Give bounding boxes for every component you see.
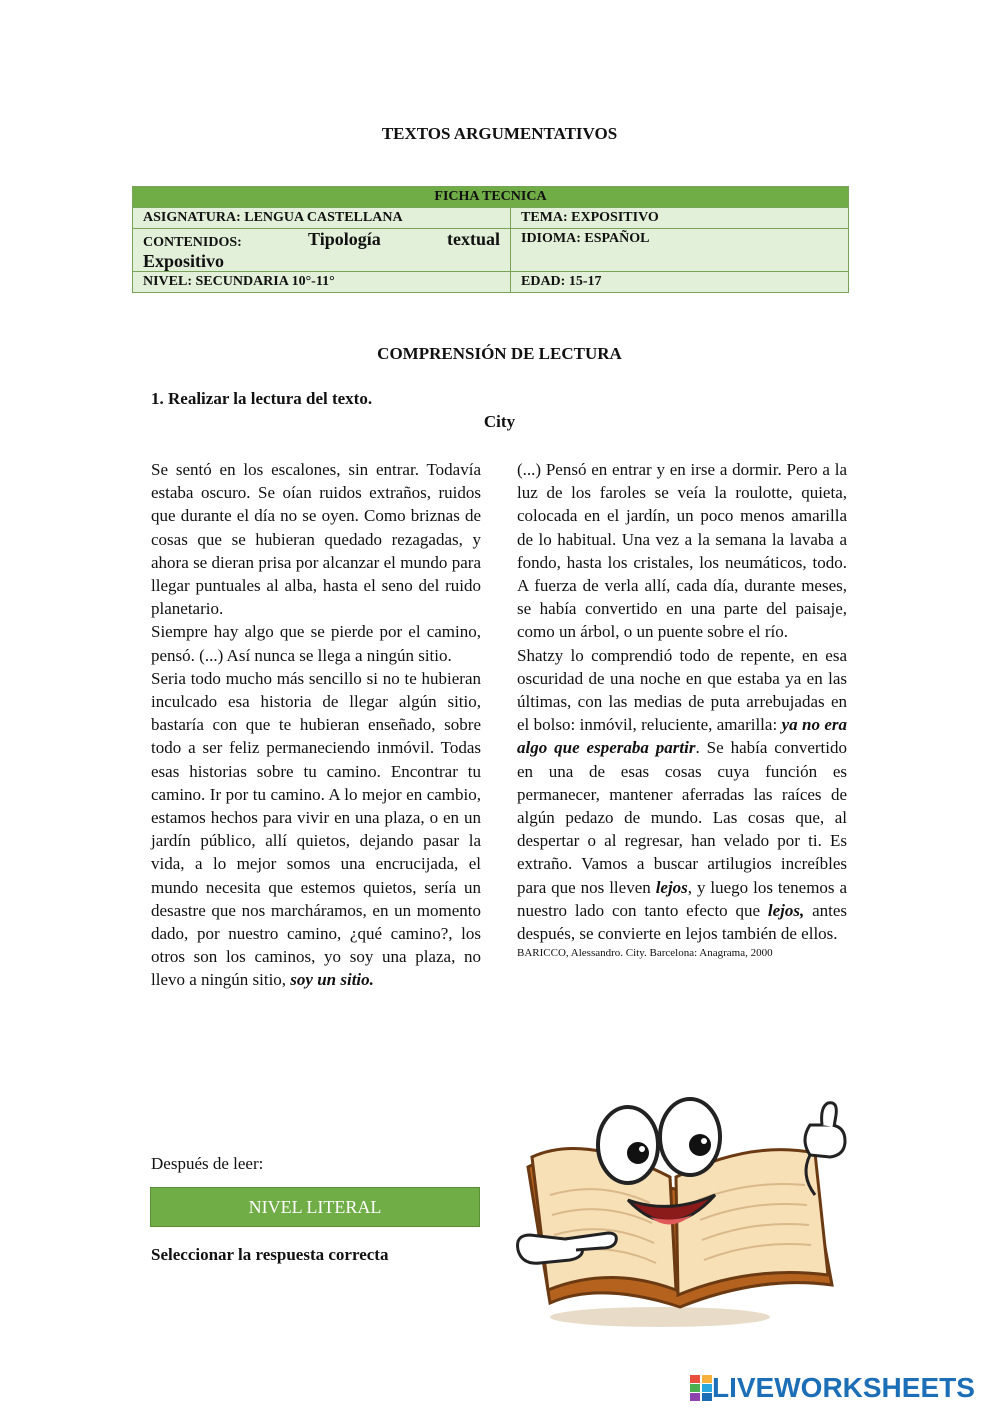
sheet-idioma: IDIOMA: ESPAÑOL [511, 229, 849, 272]
sheet-edad: EDAD: 15-17 [511, 272, 849, 293]
reading-instruction: 1. Realizar la lectura del texto. [151, 389, 373, 408]
right-eye [660, 1099, 720, 1175]
logo-text: LIVEWORKSHEETS [712, 1372, 975, 1403]
sheet-tema: TEMA: EXPOSITIVO [511, 208, 849, 229]
right-paragraph-2 [517, 644, 847, 946]
right-p2-part-a: Shatzy lo comprendió todo de repente, en esa oscuridad de una noche en que estaba ya en las últimas, con las medias de puta arrebujadas en el bolso: inmóvil, reluciente, amarilla: [517, 645, 847, 735]
book-character-illustration [510, 1085, 855, 1330]
left-emphasis: soy un sitio. [290, 970, 374, 990]
right-p2-part-d: antes después, se convierte en lejos también de ellos. [517, 900, 847, 944]
after-reading-label: Después de leer: [151, 1154, 264, 1173]
reading-column-right [517, 458, 847, 961]
contenidos-label: CONTENIDOS: [143, 235, 242, 250]
sheet-nivel: NIVEL: SECUNDARIA 10°-11° [133, 272, 511, 293]
right-glove [805, 1103, 845, 1157]
left-paragraph-3-text: Seria todo mucho más sencillo si no te hubieran inculcado esa historia de llegar algún sitio, bastaría con que te hubieran enseñado, sobre todo a ser feliz permaneciendo inmóvil. Todas esas historias sobre tu camino. Encontrar tu camino. Ir por tu camino. A lo mejor en cambio, estamos hechos para vivir en una plaza, o en un jardín público, allí quietos, dejando pasar la vida, a lo mejor somos una encrucijada, el mundo necesita que estemos quietos, sería un desastre que nos marcháramos, en un momento dado, por nuestro camino, ¿qué camino?, los otros son los caminos, yo soy una plaza, no llevo a ningún sitio, [151, 668, 481, 990]
right-emphasis-2: lejos [655, 877, 688, 897]
right-emphasis-3: lejos, [767, 900, 805, 920]
select-instruction: Seleccionar la respuesta correcta [151, 1245, 389, 1264]
contenidos-word-2: textual [447, 229, 500, 249]
book-shadow [550, 1307, 770, 1327]
section-title: COMPRENSIÓN DE LECTURA [377, 344, 622, 363]
liveworksheets-logo [690, 1372, 975, 1404]
left-eye [598, 1107, 658, 1183]
right-p2-part-b: . Se había convertido en una de esas cosas cuya función es permanecer, mantener aferradas las raíces de algún pedazo de mundo. Las cosas que, al despertar o al regresar, han velado por ti. Es extraño. Vamos a buscar artilugios increíbles para que nos lleven [517, 738, 847, 897]
right-p2-part-c: , y luego los tenemos a nuestro lado con tanto efecto que [517, 877, 848, 920]
right-paragraph-1: (...) Pensó en entrar y en irse a dormir. Pero a la luz de los faroles se veía la roulotte, quieta, colocada en el jardín, un poco menos amarilla de lo habitual. Una vez a la semana la lavaba a fondo, hasta los cristales, los neumáticos, todo. A fuerza de verla allí, cada día, durante meses, se había convertido en una parte del paisaje, como un árbol, o un puente sobre el río. [517, 460, 847, 642]
left-pupil [627, 1142, 649, 1164]
document-title: TEXTOS ARGUMENTATIVOS [381, 124, 618, 143]
contenidos-word-3: Expositivo [143, 251, 225, 271]
contenidos-word-1: Tipología [308, 229, 381, 249]
text-title: City [483, 412, 516, 431]
citation: BARICCO, Alessandro. City. Barcelona: Anagrama, 2000 [517, 947, 773, 960]
right-pupil [689, 1134, 711, 1156]
sheet-asignatura: ASIGNATURA: LENGUA CASTELLANA [133, 208, 511, 229]
technical-sheet-table [132, 186, 849, 293]
right-emphasis-1: ya no era algo que esperaba partir [517, 715, 848, 758]
sheet-header: FICHA TECNICA [133, 187, 849, 208]
level-box: NIVEL LITERAL [150, 1187, 480, 1227]
left-paragraph-2: Siempre hay algo que se pierde por el camino, pensó. (...) Así nunca se llega a ningún sitio. [151, 622, 481, 665]
logo-icon [690, 1375, 712, 1401]
reading-column-left [151, 458, 481, 992]
left-paragraph-3 [151, 667, 481, 992]
left-paragraph-1: Se sentó en los escalones, sin entrar. Todavía estaba oscuro. Se oían ruidos extraños, ruidos que durante el día no se oyen. Como briznas de cosas que se hubieran quedado rezagadas, y ahora se dieran prisa por alcanzar el mundo para llegar puntuales al alba, hasta el seno del ruido planetario. [151, 460, 481, 619]
sheet-contenidos [133, 229, 511, 272]
